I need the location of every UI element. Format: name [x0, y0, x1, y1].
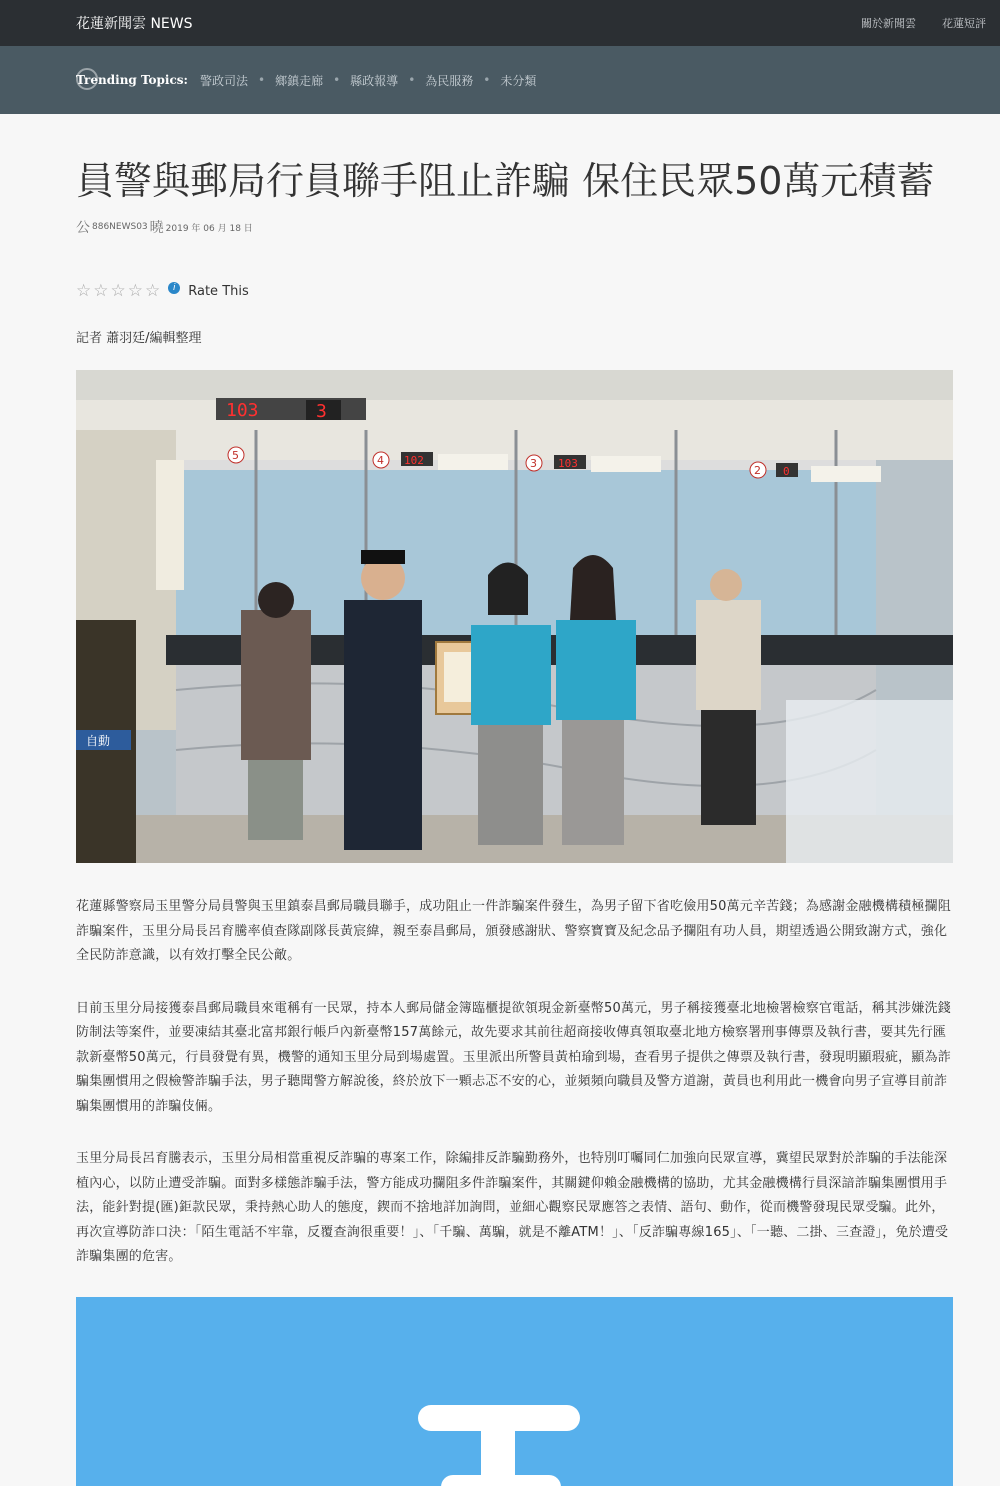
- top-nav: [861, 15, 986, 31]
- trending-item[interactable]: 未分類: [500, 73, 537, 88]
- trending-item[interactable]: 鄉鎮走廊: [275, 73, 324, 88]
- counter-display: 0: [783, 465, 790, 478]
- star-icon[interactable]: ☆: [145, 281, 161, 301]
- date-icon: 曉: [149, 220, 164, 236]
- bullet-separator: •: [258, 73, 266, 87]
- publish-date: 2019 年 06 月 18 日: [165, 223, 253, 234]
- counter-display: 103: [226, 400, 259, 421]
- top-navbar: [0, 0, 1000, 46]
- counter-display: 102: [404, 454, 424, 467]
- article-paragraph: 玉里分局長呂育騰表示，玉里分局相當重視反詐騙的專案工作，除編排反詐騙勤務外，也特別叮囑同仁加強向民眾宣導，冀望民眾對於詐騙的手法能深植內心，以防止遭受詐騙。面對多樣態詐騙手法，警方能成功攔阻多件詐騙案件，其關鍵仰賴金融機構的協助，尤其金融機構行員深諳詐騙集團慣用手法，能針對提(匯)鉅款民眾，秉持熱心助人的態度，鍥而不捨地詳加詢問，並細心觀察民眾應答之表情、語句、動作，從而機警發現民眾受騙。此外，再次宣導防詐口決：「陌生電話不牢靠，反覆查詢很重要！」、「千騙、萬騙，就是不離ATM！」、「反詐騙專線165」、「一聽、二掛、三查證」，免於遭受詐騙集團的危害。: [76, 1151, 949, 1264]
- info-icon[interactable]: i: [168, 282, 180, 294]
- article-paragraph: 花蓮縣警察局玉里警分局員警與玉里鎮泰昌郵局職員聯手，成功阻止一件詐騙案件發生，為男子留下省吃儉用50萬元辛苦錢；為感謝金融機構積極攔阻詐騙案件，玉里分局長呂育騰率偵查隊副隊長黃宸緯，親至泰昌郵局，頒發感謝狀、警察寶寶及紀念品予攔阻有功人員，期望透過公開致謝方式，強化全民防詐意識，以有效打擊全民公敵。: [76, 899, 951, 963]
- trending-label: Trending Topics:: [76, 73, 188, 87]
- trending-item[interactable]: 縣政報導: [350, 73, 399, 88]
- bullet-separator: •: [483, 73, 491, 87]
- bullet-separator: •: [408, 73, 416, 87]
- reporter-byline: 記者 蕭羽廷/編輯整理: [76, 331, 202, 346]
- article-title: 員警與郵局行員聯手阻止詐騙 保住民眾50萬元積蓄: [76, 159, 935, 203]
- nav-commentary[interactable]: 花蓮短評: [942, 17, 986, 30]
- window-number: 2: [754, 464, 761, 477]
- star-rating: [76, 281, 160, 301]
- rating-widget: [76, 281, 953, 301]
- star-icon[interactable]: ☆: [127, 281, 143, 301]
- site-brand[interactable]: 花蓮新聞雲 NEWS: [76, 16, 193, 32]
- article-photo: [76, 370, 953, 863]
- author-link[interactable]: 886NEWS03: [92, 222, 148, 232]
- window-number: 4: [377, 454, 384, 467]
- rate-this-label: Rate This: [188, 283, 249, 299]
- trending-bar: [0, 46, 1000, 114]
- window-number: 3: [530, 457, 537, 470]
- promo-graphic: [76, 1297, 953, 1486]
- auto-sign: 自動: [86, 734, 111, 748]
- trending-item[interactable]: 警政司法: [199, 73, 248, 88]
- star-icon[interactable]: ☆: [76, 281, 92, 301]
- nav-about[interactable]: 關於新聞雲: [861, 17, 916, 30]
- article-meta: [76, 217, 953, 237]
- counter-display: 3: [316, 401, 327, 422]
- counter-display: 103: [558, 457, 578, 470]
- bullet-separator: •: [333, 73, 341, 87]
- article: [0, 157, 1000, 1486]
- trending-item[interactable]: 為民服務: [425, 73, 474, 88]
- window-number: 5: [232, 449, 239, 462]
- star-icon[interactable]: ☆: [93, 281, 109, 301]
- article-paragraph: 日前玉里分局接獲泰昌郵局職員來電稱有一民眾，持本人郵局儲金簿臨櫃提欲領現金新臺幣50萬元，男子稱接獲臺北地檢署檢察官電話，稱其涉嫌洗錢防制法等案件，並要凍結其臺北富邦銀行帳戶內新臺幣157萬餘元，故先要求其前往超商接收傳真領取臺北地方檢察署刑事傳票及執行書，要其先行匯款新臺幣50萬元，行員發覺有異，機警的通知玉里分局到場處置。玉里派出所警員黃柏瑜到場，查看男子提供之傳票及執行書，發現明顯瑕疵，顯為詐騙集團慣用之假檢警詐騙手法，男子聽聞警方解說後，終於放下一顆忐忑不安的心，並頻頻向職員及警方道謝，黃員也利用此一機會向男子宣導目前詐騙集團慣用的詐騙伎倆。: [76, 1000, 951, 1114]
- star-icon[interactable]: ☆: [110, 281, 126, 301]
- author-icon: 公: [76, 220, 90, 236]
- promo-glyph-graphic: [76, 1297, 953, 1486]
